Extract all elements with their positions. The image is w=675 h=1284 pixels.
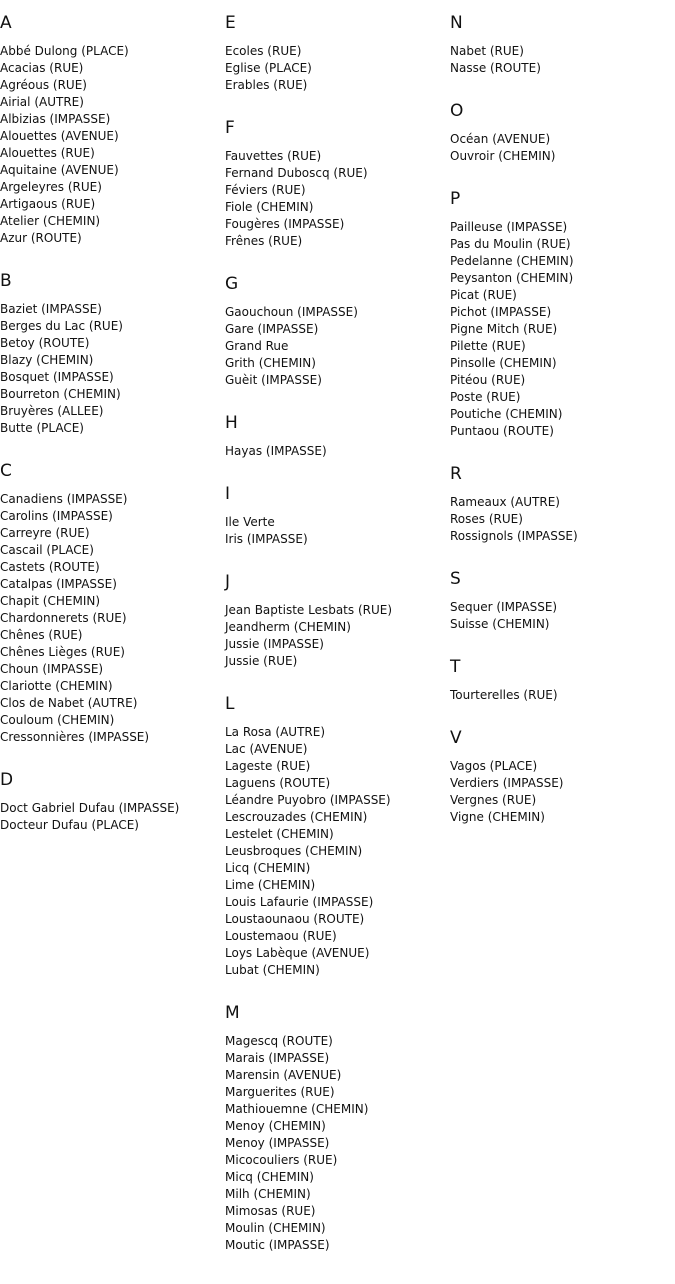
letter-section-i	[225, 484, 445, 548]
street-link[interactable]: Canadiens (IMPASSE)	[0, 492, 128, 506]
street-link[interactable]: Sequer (IMPASSE)	[450, 600, 558, 614]
street-link[interactable]: Cascail (PLACE)	[0, 543, 94, 557]
letter-heading: G	[225, 274, 239, 294]
street-link[interactable]: Pinsolle (CHEMIN)	[450, 356, 557, 370]
street-link[interactable]: Chênes (RUE)	[0, 628, 83, 642]
street-link[interactable]: Albizias (IMPASSE)	[0, 112, 111, 126]
street-list	[225, 304, 445, 389]
street-link[interactable]: Leusbroques (CHEMIN)	[225, 844, 363, 858]
letter-section-g	[225, 274, 445, 389]
letter-section-t	[450, 657, 670, 704]
letter-heading: E	[225, 13, 237, 33]
street-link[interactable]: Féviers (RUE)	[225, 183, 306, 197]
street-link[interactable]: Loustemaou (RUE)	[225, 929, 337, 943]
street-link[interactable]: Loys Labèque (AVENUE)	[225, 946, 370, 960]
street-link[interactable]: Mathiouemne (CHEMIN)	[225, 1102, 369, 1116]
street-list	[450, 494, 670, 545]
street-link[interactable]: Pitéou (RUE)	[450, 373, 526, 387]
street-link[interactable]: Butte (PLACE)	[0, 421, 84, 435]
street-list	[225, 602, 445, 670]
street-link[interactable]: Chênes Lièges (RUE)	[0, 645, 125, 659]
letter-heading: L	[225, 694, 235, 714]
street-list	[225, 1033, 445, 1254]
street-link[interactable]: Jeandherm (CHEMIN)	[225, 620, 351, 634]
street-link[interactable]: Mimosas (RUE)	[225, 1204, 316, 1218]
street-link[interactable]: Fougères (IMPASSE)	[225, 217, 345, 231]
street-link[interactable]: Azur (ROUTE)	[0, 231, 82, 245]
street-link[interactable]: Licq (CHEMIN)	[225, 861, 311, 875]
street-index-column-2	[225, 0, 445, 1254]
street-link[interactable]: Poste (RUE)	[450, 390, 521, 404]
letter-heading: V	[450, 728, 463, 748]
street-link[interactable]: Louis Lafaurie (IMPASSE)	[225, 895, 374, 909]
street-list	[450, 43, 670, 77]
street-link[interactable]: Carolins (IMPASSE)	[0, 509, 113, 523]
street-link[interactable]: Ecoles (RUE)	[225, 44, 302, 58]
street-list	[450, 219, 670, 440]
street-link[interactable]: Cressonnières (IMPASSE)	[0, 730, 150, 744]
street-link[interactable]: Alouettes (AVENUE)	[0, 129, 119, 143]
street-index-column-3	[450, 0, 670, 826]
street-link[interactable]: Blazy (CHEMIN)	[0, 353, 94, 367]
street-link[interactable]: Acacias (RUE)	[0, 61, 84, 75]
street-link[interactable]: Berges du Lac (RUE)	[0, 319, 123, 333]
street-link[interactable]: Marensin (AVENUE)	[225, 1068, 342, 1082]
street-link[interactable]: Bruyères (ALLEE)	[0, 404, 104, 418]
street-link[interactable]: Agréous (RUE)	[0, 78, 87, 92]
street-link[interactable]: Pailleuse (IMPASSE)	[450, 220, 568, 234]
street-link[interactable]: Grand Rue	[225, 339, 289, 353]
street-index-column-1	[0, 0, 220, 834]
street-link[interactable]: Frênes (RUE)	[225, 234, 303, 248]
street-link[interactable]: Castets (ROUTE)	[0, 560, 100, 574]
street-link[interactable]: Abbé Dulong (PLACE)	[0, 44, 129, 58]
letter-heading: A	[0, 13, 13, 33]
street-link[interactable]: Erables (RUE)	[225, 78, 308, 92]
letter-section-j	[225, 572, 445, 670]
street-link[interactable]: Grith (CHEMIN)	[225, 356, 316, 370]
street-link[interactable]: Menoy (CHEMIN)	[225, 1119, 326, 1133]
letter-heading: H	[225, 413, 239, 433]
letter-heading: R	[450, 464, 463, 484]
letter-section-p	[450, 189, 670, 440]
street-link[interactable]: Pilette (RUE)	[450, 339, 526, 353]
street-link[interactable]: Doct Gabriel Dufau (IMPASSE)	[0, 801, 180, 815]
letter-section-v	[450, 728, 670, 826]
street-link[interactable]: Fernand Duboscq (RUE)	[225, 166, 368, 180]
street-list	[0, 800, 220, 834]
street-link[interactable]: Picat (RUE)	[450, 288, 517, 302]
street-link[interactable]: Léandre Puyobro (IMPASSE)	[225, 793, 391, 807]
street-list	[0, 491, 220, 746]
street-list	[450, 599, 670, 633]
street-link[interactable]: Iris (IMPASSE)	[225, 532, 308, 546]
letter-heading: I	[225, 484, 231, 504]
street-link[interactable]: Jussie (IMPASSE)	[225, 637, 324, 651]
letter-section-f	[225, 118, 445, 250]
street-link[interactable]: Fiole (CHEMIN)	[225, 200, 314, 214]
street-list	[0, 301, 220, 437]
street-list	[450, 758, 670, 826]
street-link[interactable]: La Rosa (AUTRE)	[225, 725, 326, 739]
street-link[interactable]: Jussie (RUE)	[225, 654, 298, 668]
letter-heading: M	[225, 1003, 241, 1023]
street-link[interactable]: Argeleyres (RUE)	[0, 180, 102, 194]
street-link[interactable]: Airial (AUTRE)	[0, 95, 84, 109]
street-link[interactable]: Betoy (ROUTE)	[0, 336, 90, 350]
street-link[interactable]: Océan (AVENUE)	[450, 132, 551, 146]
street-link[interactable]: Choun (IMPASSE)	[0, 662, 104, 676]
street-link[interactable]: Alouettes (RUE)	[0, 146, 95, 160]
letter-heading: F	[225, 118, 236, 138]
street-link[interactable]: Chardonnerets (RUE)	[0, 611, 127, 625]
street-link[interactable]: Lime (CHEMIN)	[225, 878, 316, 892]
street-link[interactable]: Gare (IMPASSE)	[225, 322, 319, 336]
street-link[interactable]: Micq (CHEMIN)	[225, 1170, 314, 1184]
street-link[interactable]: Pichot (IMPASSE)	[450, 305, 552, 319]
letter-heading: T	[450, 657, 461, 677]
street-link[interactable]: Docteur Dufau (PLACE)	[0, 818, 139, 832]
letter-heading: D	[0, 770, 14, 790]
street-link[interactable]: Couloum (CHEMIN)	[0, 713, 115, 727]
street-link[interactable]: Verdiers (IMPASSE)	[450, 776, 564, 790]
letter-section-l	[225, 694, 445, 979]
street-link[interactable]: Moutic (IMPASSE)	[225, 1238, 330, 1252]
street-link[interactable]: Magescq (ROUTE)	[225, 1034, 333, 1048]
street-link[interactable]: Guèit (IMPASSE)	[225, 373, 322, 387]
street-link[interactable]: Nasse (ROUTE)	[450, 61, 541, 75]
street-link[interactable]: Rossignols (IMPASSE)	[450, 529, 578, 543]
street-link[interactable]: Gaouchoun (IMPASSE)	[225, 305, 358, 319]
street-link[interactable]: Hayas (IMPASSE)	[225, 444, 327, 458]
street-link[interactable]: Tourterelles (RUE)	[450, 688, 558, 702]
street-link[interactable]: Puntaou (ROUTE)	[450, 424, 554, 438]
street-link[interactable]: Eglise (PLACE)	[225, 61, 312, 75]
letter-section-r	[450, 464, 670, 545]
street-link[interactable]: Pas du Moulin (RUE)	[450, 237, 571, 251]
street-link[interactable]: Lac (AVENUE)	[225, 742, 308, 756]
street-link[interactable]: Bosquet (IMPASSE)	[0, 370, 114, 384]
street-link[interactable]: Poutiche (CHEMIN)	[450, 407, 563, 421]
letter-heading: P	[450, 189, 461, 209]
street-link[interactable]: Jean Baptiste Lesbats (RUE)	[225, 603, 393, 617]
street-link[interactable]: Bourreton (CHEMIN)	[0, 387, 121, 401]
street-list	[225, 148, 445, 250]
street-link[interactable]: Fauvettes (RUE)	[225, 149, 322, 163]
letter-section-o	[450, 101, 670, 165]
street-link[interactable]: Vergnes (RUE)	[450, 793, 537, 807]
letter-heading: C	[0, 461, 13, 481]
street-link[interactable]: Artigaous (RUE)	[0, 197, 96, 211]
letter-section-h	[225, 413, 445, 460]
street-link[interactable]: Pedelanne (CHEMIN)	[450, 254, 574, 268]
letter-heading: O	[450, 101, 464, 121]
letter-section-m	[225, 1003, 445, 1254]
street-list	[225, 514, 445, 548]
street-link[interactable]: Pigne Mitch (RUE)	[450, 322, 558, 336]
street-link[interactable]: Atelier (CHEMIN)	[0, 214, 101, 228]
street-link[interactable]: Lageste (RUE)	[225, 759, 311, 773]
letter-section-e	[225, 13, 445, 94]
street-link[interactable]: Menoy (IMPASSE)	[225, 1136, 330, 1150]
letter-section-a	[0, 13, 220, 247]
letter-heading: N	[450, 13, 464, 33]
street-link[interactable]: Marguerites (RUE)	[225, 1085, 335, 1099]
street-link[interactable]: Nabet (RUE)	[450, 44, 524, 58]
street-link[interactable]: Lescrouzades (CHEMIN)	[225, 810, 368, 824]
street-link[interactable]: Marais (IMPASSE)	[225, 1051, 330, 1065]
street-link[interactable]: Micocouliers (RUE)	[225, 1153, 338, 1167]
street-list	[225, 43, 445, 94]
street-link[interactable]: Clariotte (CHEMIN)	[0, 679, 113, 693]
street-link[interactable]: Carreyre (RUE)	[0, 526, 90, 540]
street-list	[225, 443, 445, 460]
letter-section-d	[0, 770, 220, 834]
street-link[interactable]: Laguens (ROUTE)	[225, 776, 331, 790]
street-link[interactable]: Moulin (CHEMIN)	[225, 1221, 326, 1235]
letter-heading: J	[225, 572, 231, 592]
street-link[interactable]: Ile Verte	[225, 515, 275, 529]
letter-section-n	[450, 13, 670, 77]
street-list	[0, 43, 220, 247]
street-link[interactable]: Catalpas (IMPASSE)	[0, 577, 117, 591]
street-link[interactable]: Clos de Nabet (AUTRE)	[0, 696, 138, 710]
street-link[interactable]: Chapit (CHEMIN)	[0, 594, 101, 608]
street-link[interactable]: Loustaounaou (ROUTE)	[225, 912, 365, 926]
street-link[interactable]: Lubat (CHEMIN)	[225, 963, 320, 977]
street-list	[225, 724, 445, 979]
street-link[interactable]: Vagos (PLACE)	[450, 759, 538, 773]
street-link[interactable]: Milh (CHEMIN)	[225, 1187, 311, 1201]
letter-section-s	[450, 569, 670, 633]
street-link[interactable]: Roses (RUE)	[450, 512, 523, 526]
street-link[interactable]: Ouvroir (CHEMIN)	[450, 149, 556, 163]
letter-section-b	[0, 271, 220, 437]
letter-section-c	[0, 461, 220, 746]
letter-heading: B	[0, 271, 13, 291]
street-link[interactable]: Peysanton (CHEMIN)	[450, 271, 574, 285]
street-list	[450, 131, 670, 165]
street-link[interactable]: Lestelet (CHEMIN)	[225, 827, 334, 841]
street-list	[450, 687, 670, 704]
letter-heading: S	[450, 569, 462, 589]
street-link[interactable]: Vigne (CHEMIN)	[450, 810, 545, 824]
street-link[interactable]: Rameaux (AUTRE)	[450, 495, 560, 509]
street-link[interactable]: Aquitaine (AVENUE)	[0, 163, 119, 177]
street-link[interactable]: Suisse (CHEMIN)	[450, 617, 550, 631]
street-link[interactable]: Baziet (IMPASSE)	[0, 302, 102, 316]
